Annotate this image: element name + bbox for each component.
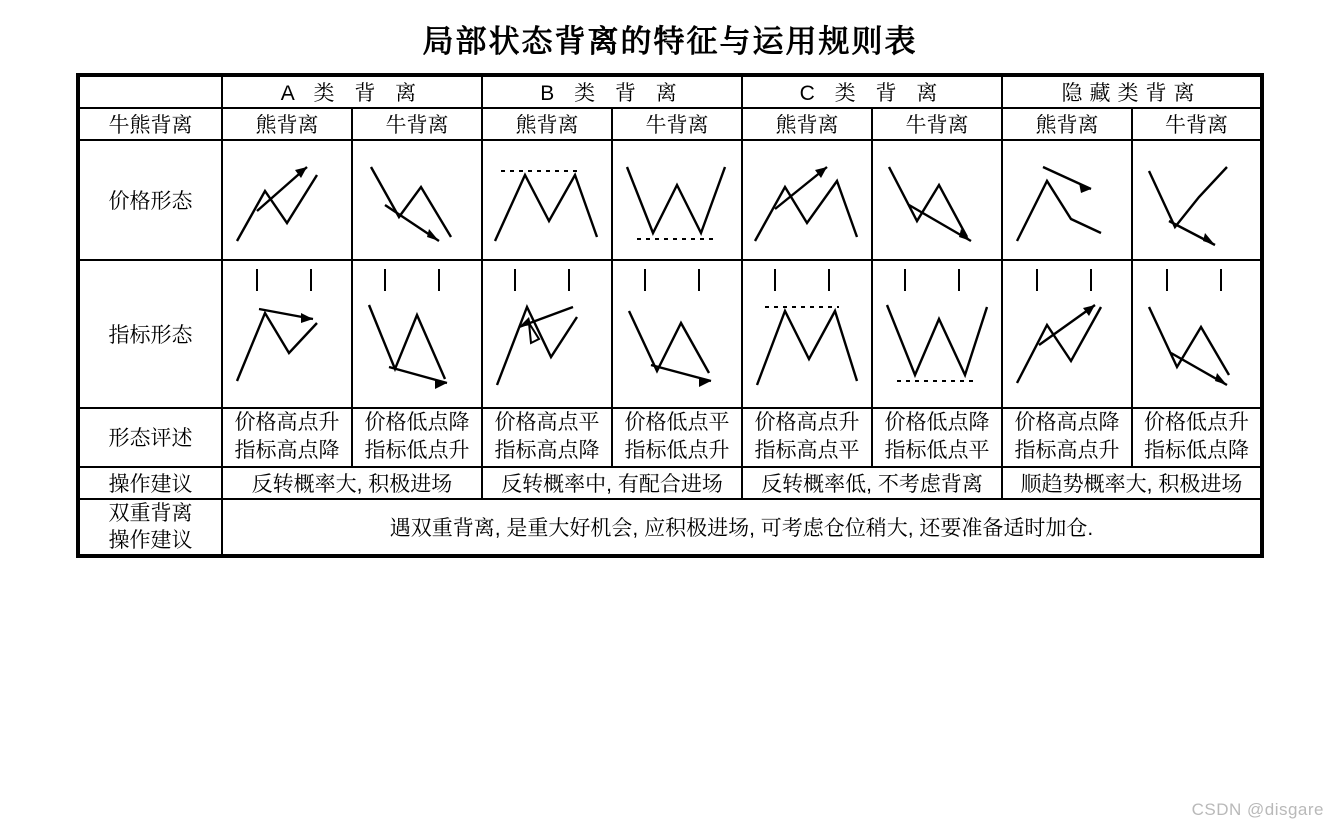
- evaluation-b-bear: [482, 408, 612, 467]
- chart-sketch-icon: [745, 141, 869, 259]
- row-label-indicator-shape: 指标形态: [78, 260, 222, 408]
- price-shape-b-bear: [482, 140, 612, 260]
- chart-sketch-icon: [355, 261, 479, 407]
- double-label-line-2: 操作建议: [108, 528, 193, 552]
- subheader-a-bull: 牛背离: [352, 108, 482, 140]
- group-header-b: B 类 背 离: [482, 75, 742, 108]
- corner-empty-cell: [78, 75, 222, 108]
- indicator-shape-c-bear: [742, 260, 872, 408]
- evaluation-line-2: 指标低点升: [364, 439, 470, 463]
- table-row-double-divergence: [78, 499, 1262, 557]
- chart-sketch-icon: [1135, 261, 1259, 407]
- price-shape-hidden-bull: [1132, 140, 1262, 260]
- price-shape-hidden-bear: [1002, 140, 1132, 260]
- subheader-b-bull: 牛背离: [612, 108, 742, 140]
- chart-sketch-icon: [485, 261, 609, 407]
- advice-a: 反转概率大, 积极进场: [222, 467, 482, 499]
- chart-sketch-icon: [225, 141, 349, 259]
- chart-sketch-icon: [745, 261, 869, 407]
- group-header-a: A 类 背 离: [222, 75, 482, 108]
- table-row-group-headers: [78, 75, 1262, 108]
- table-row-price-shape: [78, 140, 1262, 260]
- indicator-shape-hidden-bull: [1132, 260, 1262, 408]
- evaluation-b-bull: [612, 408, 742, 467]
- chart-sketch-icon: [875, 261, 999, 407]
- chart-sketch-icon: [485, 141, 609, 259]
- price-shape-c-bull: [872, 140, 1002, 260]
- evaluation-line-1: 价格高点平: [494, 411, 600, 434]
- evaluation-line-1: 价格低点平: [624, 411, 730, 434]
- evaluation-line-1: 价格高点降: [1014, 411, 1120, 434]
- group-header-hidden: 隐藏类背离: [1002, 75, 1262, 108]
- price-shape-b-bull: [612, 140, 742, 260]
- evaluation-line-2: 指标高点降: [494, 439, 600, 463]
- evaluation-line-1: 价格低点降: [884, 411, 990, 434]
- evaluation-hidden-bear: [1002, 408, 1132, 467]
- row-label-price-shape: 价格形态: [78, 140, 222, 260]
- subheader-hidden-bear: 熊背离: [1002, 108, 1132, 140]
- evaluation-line-2: 指标低点降: [1144, 439, 1250, 463]
- evaluation-line-1: 价格低点升: [1144, 411, 1250, 434]
- row-label-evaluation: 形态评述: [78, 408, 222, 467]
- evaluation-c-bear: [742, 408, 872, 467]
- row-label-advice: 操作建议: [78, 467, 222, 499]
- evaluation-line-1: 价格高点升: [754, 411, 860, 434]
- subheader-a-bear: 熊背离: [222, 108, 352, 140]
- row-label-bull-bear: 牛熊背离: [78, 108, 222, 140]
- chart-sketch-icon: [1005, 141, 1129, 259]
- evaluation-line-2: 指标低点升: [624, 439, 730, 463]
- evaluation-a-bull: [352, 408, 482, 467]
- indicator-shape-a-bear: [222, 260, 352, 408]
- chart-sketch-icon: [875, 141, 999, 259]
- page-title: 局部状态背离的特征与运用规则表: [422, 24, 918, 59]
- double-divergence-text: 遇双重背离, 是重大好机会, 应积极进场, 可考虑仓位稍大, 还要准备适时加仓.: [222, 499, 1262, 557]
- group-header-c: C 类 背 离: [742, 75, 1002, 108]
- evaluation-line-2: 指标高点升: [1014, 439, 1120, 463]
- price-shape-a-bull: [352, 140, 482, 260]
- indicator-shape-a-bull: [352, 260, 482, 408]
- evaluation-line-2: 指标高点平: [754, 439, 860, 463]
- indicator-shape-hidden-bear: [1002, 260, 1132, 408]
- advice-b: 反转概率中, 有配合进场: [482, 467, 742, 499]
- indicator-shape-c-bull: [872, 260, 1002, 408]
- advice-hidden: 顺趋势概率大, 积极进场: [1002, 467, 1262, 499]
- indicator-shape-b-bull: [612, 260, 742, 408]
- chart-sketch-icon: [615, 141, 739, 259]
- subheader-hidden-bull: 牛背离: [1132, 108, 1262, 140]
- table-row-advice: [78, 467, 1262, 499]
- subheader-b-bear: 熊背离: [482, 108, 612, 140]
- evaluation-c-bull: [872, 408, 1002, 467]
- evaluation-line-1: 价格低点降: [364, 411, 470, 434]
- evaluation-a-bear: [222, 408, 352, 467]
- chart-sketch-icon: [615, 261, 739, 407]
- watermark: CSDN @disgare: [1191, 800, 1324, 819]
- chart-sketch-icon: [1005, 261, 1129, 407]
- divergence-rules-table: [76, 73, 1264, 558]
- table-row-evaluation: [78, 408, 1262, 467]
- indicator-shape-b-bear: [482, 260, 612, 408]
- chart-sketch-icon: [225, 261, 349, 407]
- evaluation-line-2: 指标高点降: [234, 439, 340, 463]
- chart-sketch-icon: [355, 141, 479, 259]
- chart-sketch-icon: [1135, 141, 1259, 259]
- row-label-double-divergence: [78, 499, 222, 557]
- subheader-c-bear: 熊背离: [742, 108, 872, 140]
- double-label-line-1: 双重背离: [108, 501, 193, 525]
- table-row-indicator-shape: [78, 260, 1262, 408]
- evaluation-line-2: 指标低点平: [884, 439, 990, 463]
- table-row-bull-bear: [78, 108, 1262, 140]
- price-shape-a-bear: [222, 140, 352, 260]
- evaluation-line-1: 价格高点升: [234, 411, 340, 434]
- evaluation-hidden-bull: [1132, 408, 1262, 467]
- advice-c: 反转概率低, 不考虑背离: [742, 467, 1002, 499]
- subheader-c-bull: 牛背离: [872, 108, 1002, 140]
- price-shape-c-bear: [742, 140, 872, 260]
